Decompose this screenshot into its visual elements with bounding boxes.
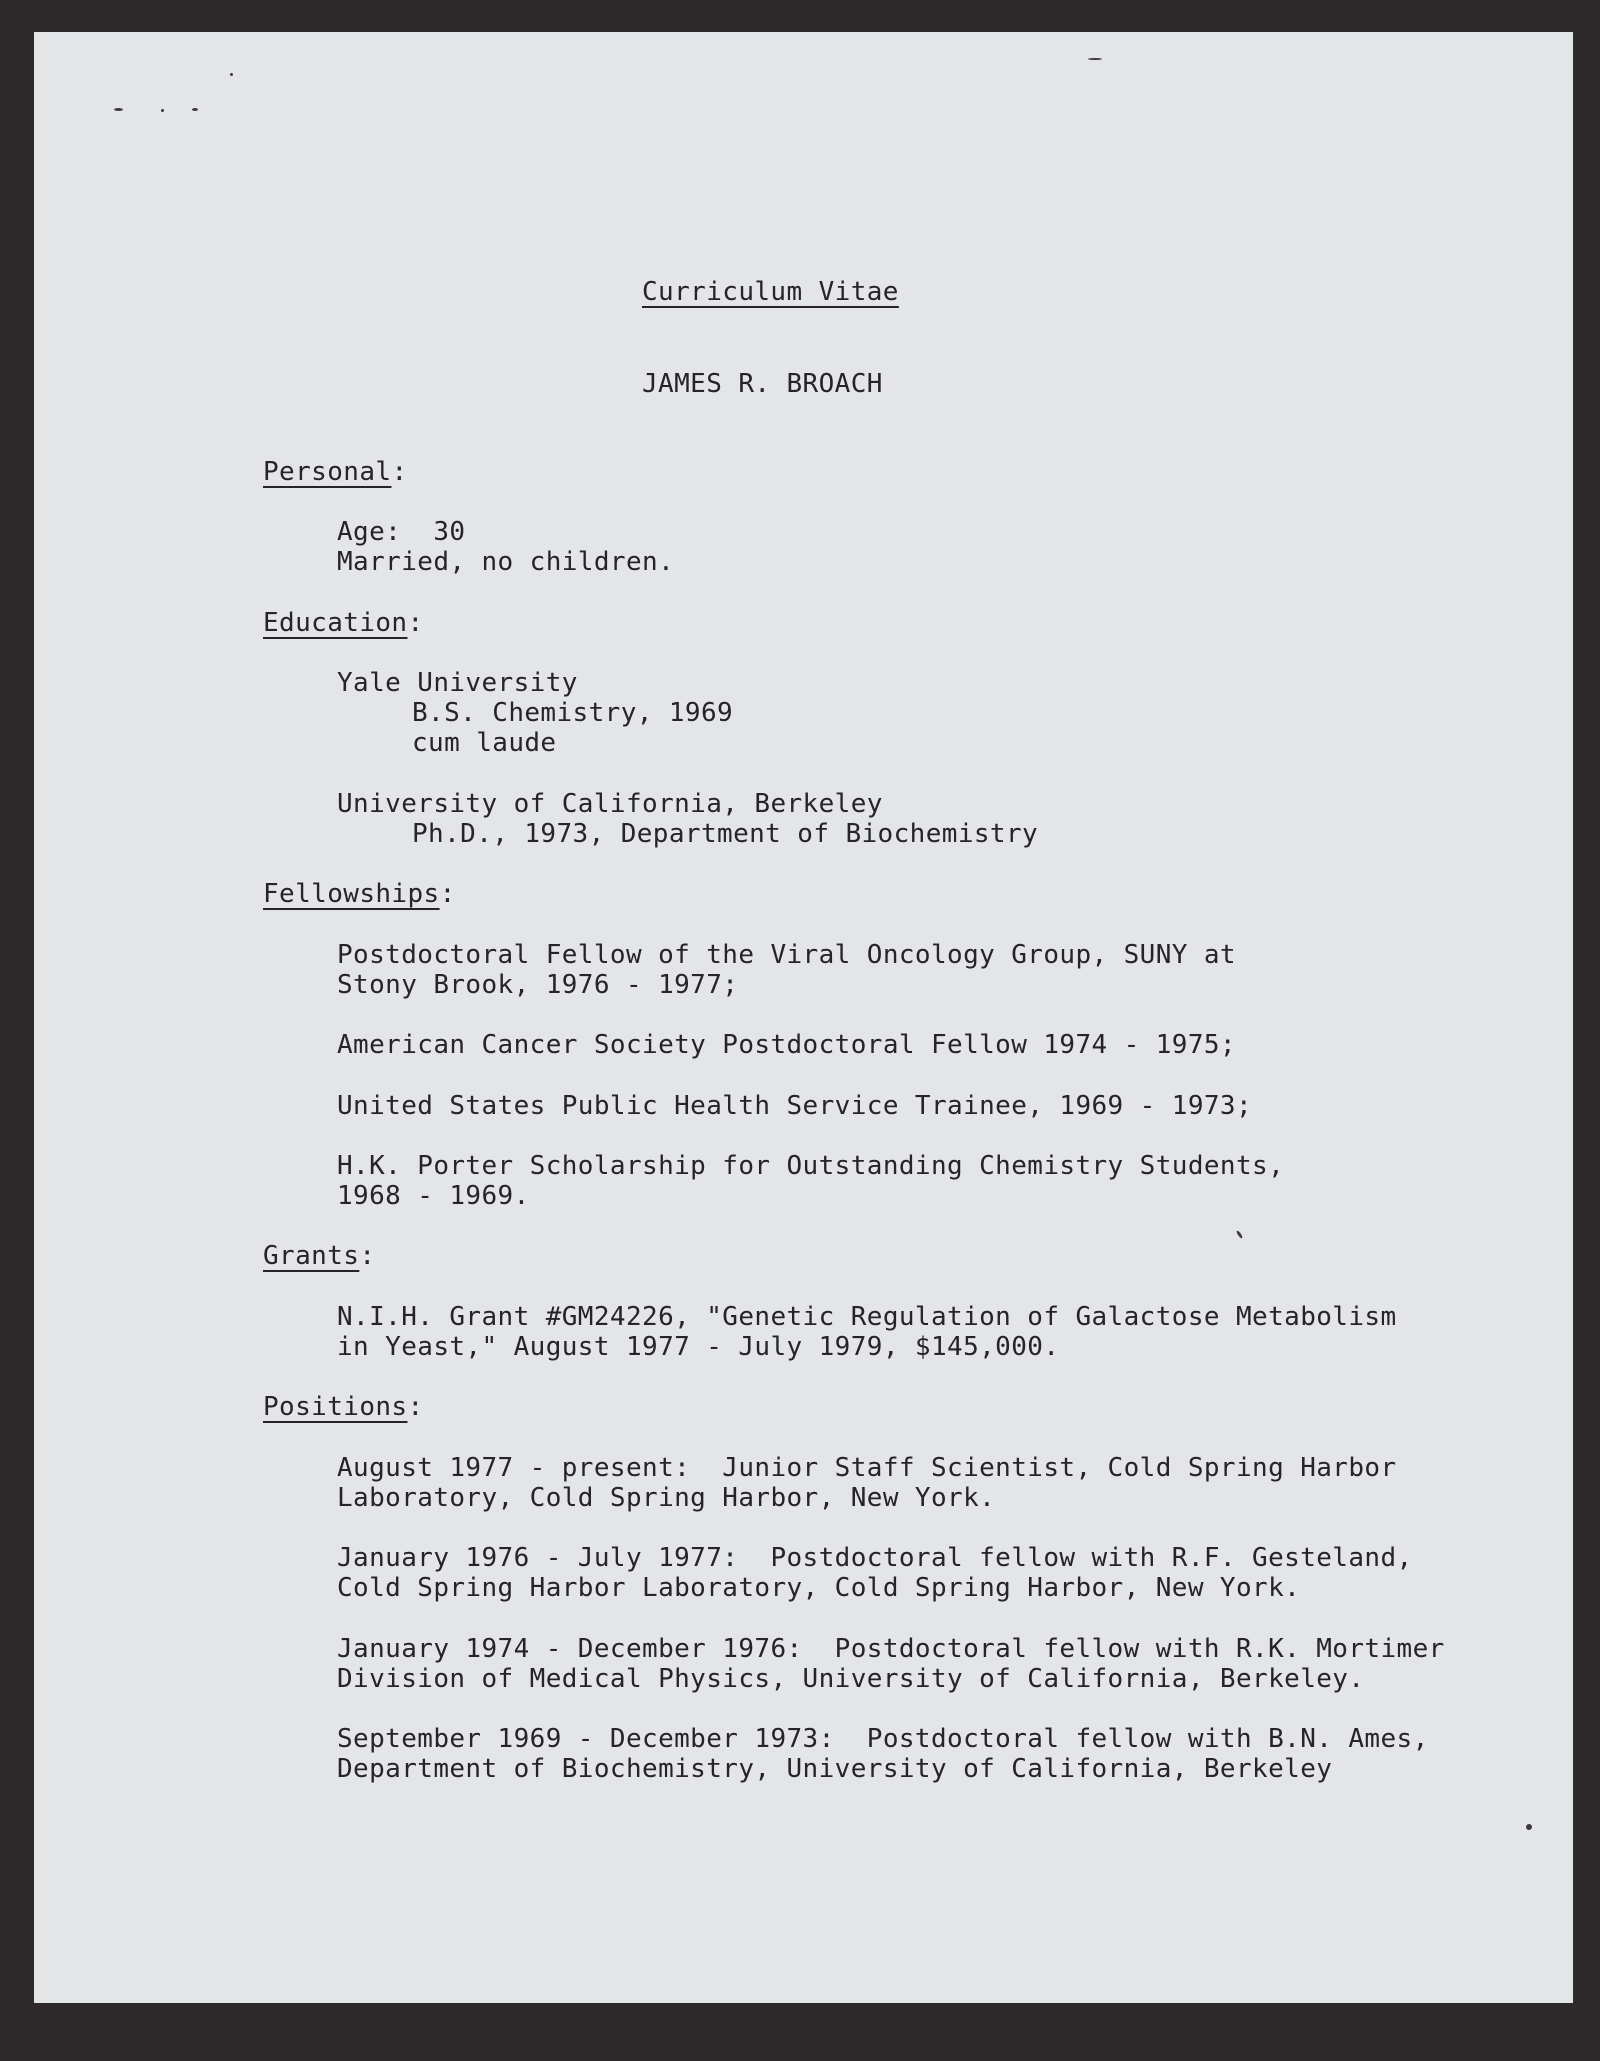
speck-mark [114,108,123,111]
speck-mark [1088,58,1102,60]
fellowship-2: American Cancer Society Postdoctoral Fellow 1974 - 1975; [337,1030,1236,1060]
fellowship-1-line-2: Stony Brook, 1976 - 1977; [337,970,739,1000]
grant-1-line-1: N.I.H. Grant #GM24226, "Genetic Regulation of Galactose Metabolism [337,1302,1397,1332]
age-line: Age: 30 [337,517,466,547]
position-3-line-2: Division of Medical Physics, University of California, Berkeley. [337,1664,1365,1694]
page-title: Curriculum Vitae [642,277,899,307]
education-school-1: Yale University [337,668,578,698]
position-1-line-1: August 1977 - present: Junior Staff Scientist, Cold Spring Harbor [337,1453,1397,1483]
grant-1-line-2: in Yeast," August 1977 - July 1979, $145,000. [337,1332,1060,1362]
marital-status-line: Married, no children. [337,547,675,577]
section-heading-education: Education: [263,608,424,638]
fellowship-3: United States Public Health Service Trainee, 1969 - 1973; [337,1091,1253,1121]
section-heading-personal: Personal: [263,457,408,487]
person-name: JAMES R. BROACH [642,369,883,399]
speck-mark [1236,1230,1244,1239]
document-page [34,32,1573,2003]
speck-mark [230,73,233,76]
position-4-line-1: September 1969 - December 1973: Postdoctoral fellow with B.N. Ames, [337,1724,1429,1754]
position-4-line-2: Department of Biochemistry, University of California, Berkeley [337,1754,1333,1784]
fellowship-4-line-2: 1968 - 1969. [337,1181,530,1211]
section-heading-grants: Grants: [263,1241,376,1271]
speck-mark [1526,1824,1532,1830]
education-degree-1: B.S. Chemistry, 1969 [412,698,734,728]
speck-mark [161,109,164,112]
section-heading-fellowships: Fellowships: [263,879,456,909]
speck-mark [192,108,198,111]
section-heading-positions: Positions: [263,1392,424,1422]
fellowship-1-line-1: Postdoctoral Fellow of the Viral Oncology Group, SUNY at [337,940,1236,970]
fellowship-4-line-1: H.K. Porter Scholarship for Outstanding Chemistry Students, [337,1151,1285,1181]
position-2-line-2: Cold Spring Harbor Laboratory, Cold Spring Harbor, New York. [337,1573,1301,1603]
position-3-line-1: January 1974 - December 1976: Postdoctoral fellow with R.K. Mortimer [337,1634,1445,1664]
education-honors-1: cum laude [412,728,557,758]
education-degree-2: Ph.D., 1973, Department of Biochemistry [412,819,1039,849]
position-2-line-1: January 1976 - July 1977: Postdoctoral fellow with R.F. Gesteland, [337,1543,1413,1573]
position-1-line-2: Laboratory, Cold Spring Harbor, New York. [337,1483,996,1513]
education-school-2: University of California, Berkeley [337,789,883,819]
